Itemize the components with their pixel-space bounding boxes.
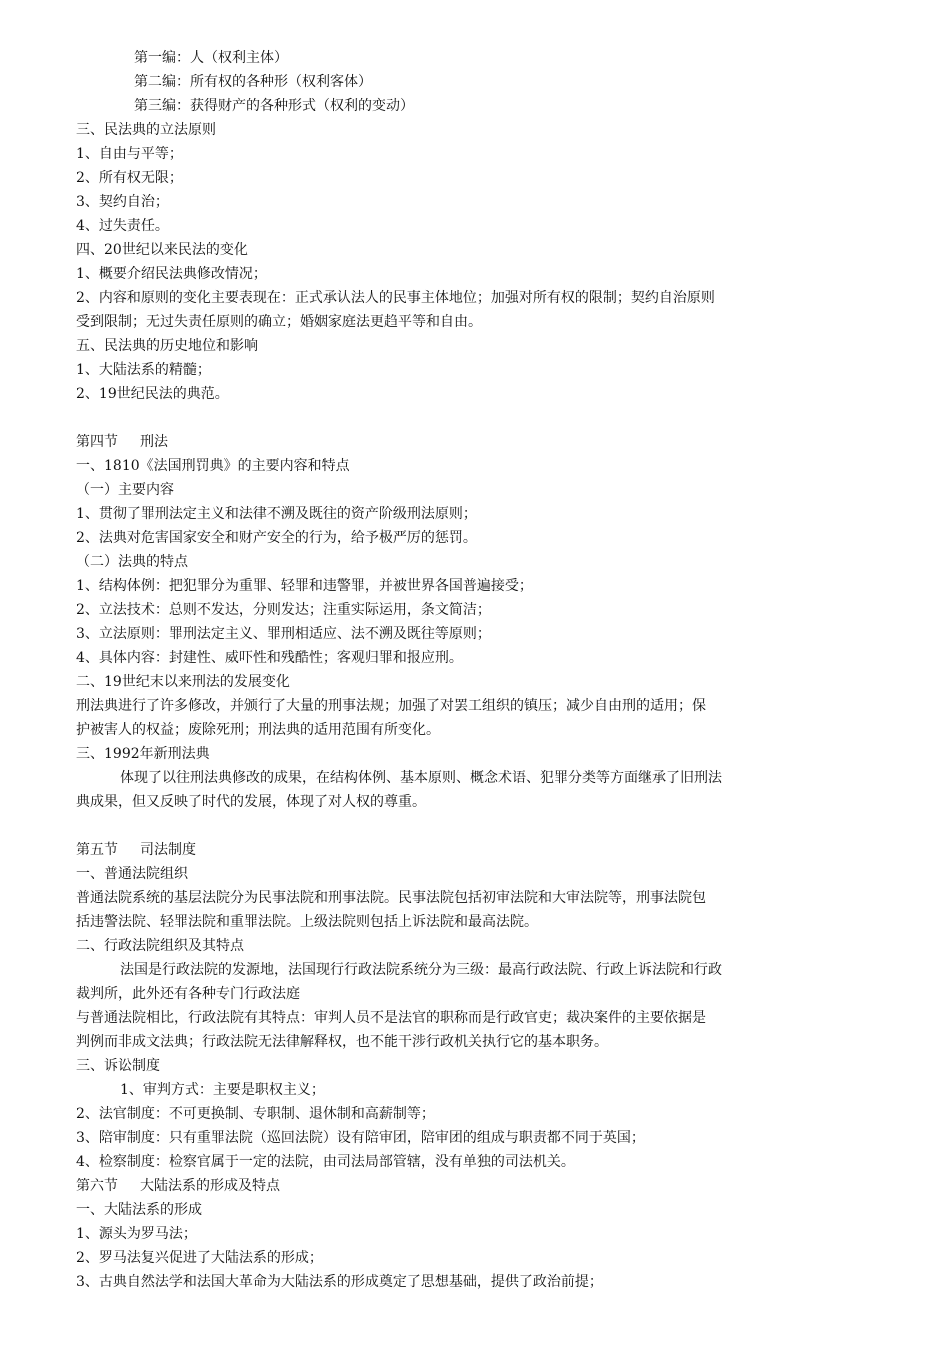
section-heading: 二、行政法院组织及其特点 <box>76 938 244 954</box>
text-line: 1、审判方式：主要是职权主义； <box>120 1082 325 1098</box>
text-line: 1、自由与平等； <box>76 146 183 162</box>
text-line: 2、19世纪民法的典范。 <box>76 386 229 402</box>
text-line: 3、陪审制度：只有重罪法院（巡回法院）设有陪审团，陪审团的组成与职责都不同于英国； <box>76 1130 645 1146</box>
text-line: 1、结构体例：把犯罪分为重罪、轻罪和违警罪，并被世界各国普遍接受； <box>76 578 533 594</box>
chapter-title: 大陆法系的形成及特点 <box>140 1178 280 1194</box>
text-line: 第三编：获得财产的各种形式（权利的变动） <box>134 98 414 114</box>
text-line: 普通法院系统的基层法院分为民事法院和刑事法院。民事法院包括初审法院和大审法院等，刑事法院包 <box>76 890 706 906</box>
text-line: 2、法官制度：不可更换制、专职制、退休制和高薪制等； <box>76 1106 435 1122</box>
text-line: 2、罗马法复兴促进了大陆法系的形成； <box>76 1250 323 1266</box>
text-line: 4、具体内容：封建性、威吓性和残酷性；客观归罪和报应刑。 <box>76 650 463 666</box>
text-line: 3、契约自治； <box>76 194 169 210</box>
chapter-heading <box>76 1174 911 1198</box>
section-heading: 一、大陆法系的形成 <box>76 1202 202 1218</box>
text-line: 与普通法院相比，行政法院有其特点：审判人员不是法官的职称而是行政官吏；裁决案件的主要依据是 <box>76 1010 706 1026</box>
chapter-number: 第四节 <box>76 434 118 450</box>
chapter-number: 第六节 <box>76 1178 118 1194</box>
text-line: 3、立法原则：罪刑法定主义、罪刑相适应、法不溯及既往等原则； <box>76 626 491 642</box>
text-line: 2、内容和原则的变化主要表现在：正式承认法人的民事主体地位；加强对所有权的限制；契约自治原则 <box>76 290 715 306</box>
chapter-heading <box>76 430 911 454</box>
text-line: 2、立法技术：总则不发达，分则发达；注重实际运用，条文简洁； <box>76 602 491 618</box>
text-line: 4、检察制度：检察官属于一定的法院，由司法局部管辖，没有单独的司法机关。 <box>76 1154 575 1170</box>
text-line: 1、源头为罗马法； <box>76 1226 197 1242</box>
text-line: 2、所有权无限； <box>76 170 183 186</box>
chapter-heading <box>76 838 911 862</box>
text-line: 护被害人的权益；废除死刑；刑法典的适用范围有所变化。 <box>76 722 440 738</box>
text-line: 第一编：人（权利主体） <box>134 50 288 66</box>
subsection-heading: （二）法典的特点 <box>76 554 188 570</box>
section-heading: 三、民法典的立法原则 <box>76 122 216 138</box>
subsection-heading: （一）主要内容 <box>76 482 174 498</box>
text-line: 体现了以往刑法典修改的成果，在结构体例、基本原则、概念术语、犯罪分类等方面继承了旧刑法 <box>120 770 722 786</box>
text-line: 刑法典进行了许多修改，并颁行了大量的刑事法规；加强了对罢工组织的镇压；减少自由刑的适用；保 <box>76 698 706 714</box>
section-heading: 三、诉讼制度 <box>76 1058 160 1074</box>
text-line: 法国是行政法院的发源地，法国现行行政法院系统分为三级：最高行政法院、行政上诉法院和行政 <box>120 962 722 978</box>
section-heading: 二、19世纪末以来刑法的发展变化 <box>76 674 290 690</box>
chapter-title: 刑法 <box>140 434 168 450</box>
text-line: 判例而非成文法典；行政法院无法律解释权，也不能干涉行政机关执行它的基本职务。 <box>76 1034 608 1050</box>
text-line: 典成果，但又反映了时代的发展，体现了对人权的尊重。 <box>76 794 426 810</box>
section-heading: 五、民法典的历史地位和影响 <box>76 338 258 354</box>
chapter-number: 第五节 <box>76 842 118 858</box>
section-heading: 四、20世纪以来民法的变化 <box>76 242 248 258</box>
text-line: 1、大陆法系的精髓； <box>76 362 211 378</box>
text-line: 第二编：所有权的各种形（权利客体） <box>134 74 372 90</box>
text-line: 1、概要介绍民法典修改情况； <box>76 266 267 282</box>
blank-line <box>76 406 911 430</box>
text-line: 裁判所，此外还有各种专门行政法庭 <box>76 986 300 1002</box>
text-line: 1、贯彻了罪刑法定主义和法律不溯及既往的资产阶级刑法原则； <box>76 506 477 522</box>
section-heading: 一、普通法院组织 <box>76 866 188 882</box>
section-heading: 一、1810《法国刑罚典》的主要内容和特点 <box>76 458 350 474</box>
blank-line <box>76 814 911 838</box>
chapter-title: 司法制度 <box>140 842 196 858</box>
section-heading: 三、1992年新刑法典 <box>76 746 210 762</box>
text-line: 3、古典自然法学和法国大革命为大陆法系的形成奠定了思想基础，提供了政治前提； <box>76 1274 603 1290</box>
text-line: 括违警法院、轻罪法院和重罪法院。上级法院则包括上诉法院和最高法院。 <box>76 914 538 930</box>
text-line: 4、过失责任。 <box>76 218 169 234</box>
text-line: 2、法典对危害国家安全和财产安全的行为，给予极严厉的惩罚。 <box>76 530 477 546</box>
text-line: 受到限制；无过失责任原则的确立；婚姻家庭法更趋平等和自由。 <box>76 314 482 330</box>
